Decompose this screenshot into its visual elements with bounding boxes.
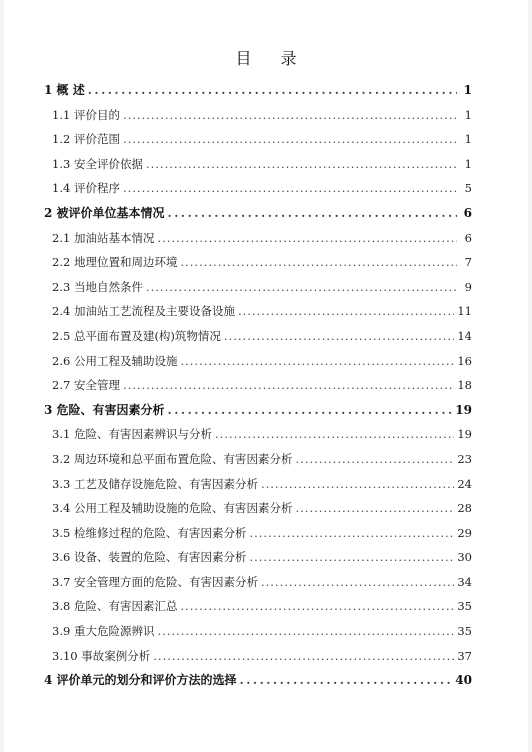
dot-leader [249,521,454,546]
toc-section-entry[interactable] [44,570,472,595]
toc-entry-label: 3.9 重大危险源辨识 [52,624,155,639]
dot-leader [123,176,457,201]
toc-entry-page-number: 1 [464,107,472,122]
toc-entry-page-number: 6 [463,205,472,220]
toc-entry-label: 3.5 检维修过程的危险、有害因素分析 [52,525,247,540]
toc-section-entry[interactable] [44,422,472,447]
toc-entry-page-number: 23 [457,451,472,466]
table-of-contents [44,78,472,693]
toc-entry-page-number: 35 [457,624,472,639]
toc-section-entry[interactable] [44,373,472,398]
dot-leader [180,250,457,275]
toc-section-entry[interactable] [44,226,472,251]
toc-section-entry[interactable] [44,176,472,201]
dot-leader [240,668,453,693]
toc-section-entry[interactable] [44,299,472,324]
toc-entry-label: 3.10 事故案例分析 [52,648,151,663]
dot-leader [123,103,457,128]
dot-leader [123,373,454,398]
toc-section-entry[interactable] [44,324,472,349]
dot-leader [168,201,457,226]
dot-leader [215,422,454,447]
toc-entry-page-number: 28 [457,501,472,516]
dot-leader [88,78,457,103]
toc-entry-label: 3.1 危险、有害因素辨识与分析 [52,427,212,442]
toc-entry-page-number: 9 [464,279,472,294]
toc-entry-label: 2.6 公用工程及辅助设施 [52,353,178,368]
toc-entry-label: 1.1 评价目的 [52,107,120,122]
dot-leader [157,619,454,644]
toc-section-entry[interactable] [44,103,472,128]
dot-leader [249,545,454,570]
toc-section-entry[interactable] [44,496,472,521]
dot-leader [295,496,454,521]
toc-chapter-entry[interactable] [44,398,472,423]
dot-leader [180,349,454,374]
toc-entry-label: 3.2 周边环境和总平面布置危险、有害因素分析 [52,451,293,466]
toc-entry-label: 3.3 工艺及储存设施危险、有害因素分析 [52,476,258,491]
toc-entry-label: 3.4 公用工程及辅助设施的危险、有害因素分析 [52,501,293,516]
toc-chapter-entry[interactable] [44,78,472,103]
toc-entry-page-number: 11 [457,304,472,319]
dot-leader [123,127,457,152]
toc-title: 目 录 [235,49,309,68]
toc-entry-label: 1 概 述 [44,83,85,97]
toc-entry-page-number: 30 [457,550,472,565]
toc-section-entry[interactable] [44,447,472,472]
toc-entry-page-number: 24 [457,476,472,491]
toc-entry-label: 2.2 地理位置和周边环境 [52,255,178,270]
toc-section-entry[interactable] [44,521,472,546]
toc-entry-label: 1.2 评价范围 [52,132,120,147]
toc-entry-page-number: 16 [457,353,472,368]
toc-entry-label: 3.8 危险、有害因素汇总 [52,599,178,614]
toc-section-entry[interactable] [44,644,472,669]
toc-entry-page-number: 5 [464,181,472,196]
toc-entry-label: 4 评价单元的划分和评价方法的选择 [44,673,237,688]
dot-leader [157,226,457,251]
toc-entry-page-number: 34 [457,574,472,589]
toc-entry-label: 1.4 评价程序 [52,181,120,196]
toc-entry-label: 1.3 安全评价依据 [52,156,143,171]
toc-entry-label: 2.3 当地自然条件 [52,279,143,294]
dot-leader [238,299,454,324]
dot-leader [153,644,454,669]
toc-entry-page-number: 6 [464,230,472,245]
toc-entry-label: 2 被评价单位基本情况 [44,205,165,220]
toc-entry-page-number: 7 [464,255,472,270]
toc-section-entry[interactable] [44,619,472,644]
toc-chapter-entry[interactable] [44,201,472,226]
toc-entry-page-number: 1 [464,156,472,171]
toc-entry-label: 3 危险、有害因素分析 [44,402,165,417]
toc-entry-page-number: 29 [457,525,472,540]
toc-entry-label: 3.7 安全管理方面的危险、有害因素分析 [52,574,258,589]
toc-entry-page-number: 1 [464,132,472,147]
toc-section-entry[interactable] [44,594,472,619]
toc-section-entry[interactable] [44,152,472,177]
toc-entry-label: 2.5 总平面布置及建(构)筑物情况 [52,328,221,343]
toc-entry-label: 2.1 加油站基本情况 [52,230,155,245]
toc-section-entry[interactable] [44,545,472,570]
toc-entry-label: 3.6 设备、装置的危险、有害因素分析 [52,550,247,565]
dot-leader [295,447,454,472]
toc-entry-page-number: 37 [457,648,472,663]
dot-leader [261,570,454,595]
toc-entry-page-number: 35 [457,599,472,614]
toc-section-entry[interactable] [44,127,472,152]
toc-chapter-entry[interactable] [44,668,472,693]
dot-leader [224,324,454,349]
toc-entry-page-number: 19 [457,427,472,442]
dot-leader [146,152,457,177]
dot-leader [146,275,457,300]
toc-entry-page-number: 1 [463,83,472,97]
toc-section-entry[interactable] [44,250,472,275]
toc-entry-label: 2.7 安全管理 [52,378,120,393]
dot-leader [168,398,453,423]
toc-entry-page-number: 40 [455,673,472,688]
toc-entry-page-number: 18 [457,378,472,393]
toc-section-entry[interactable] [44,349,472,374]
toc-section-entry[interactable] [44,472,472,497]
toc-entry-page-number: 19 [455,402,472,417]
dot-leader [261,472,454,497]
toc-entry-page-number: 14 [457,328,472,343]
toc-entry-label: 2.4 加油站工艺流程及主要设备设施 [52,304,235,319]
dot-leader [180,594,454,619]
toc-section-entry[interactable] [44,275,472,300]
